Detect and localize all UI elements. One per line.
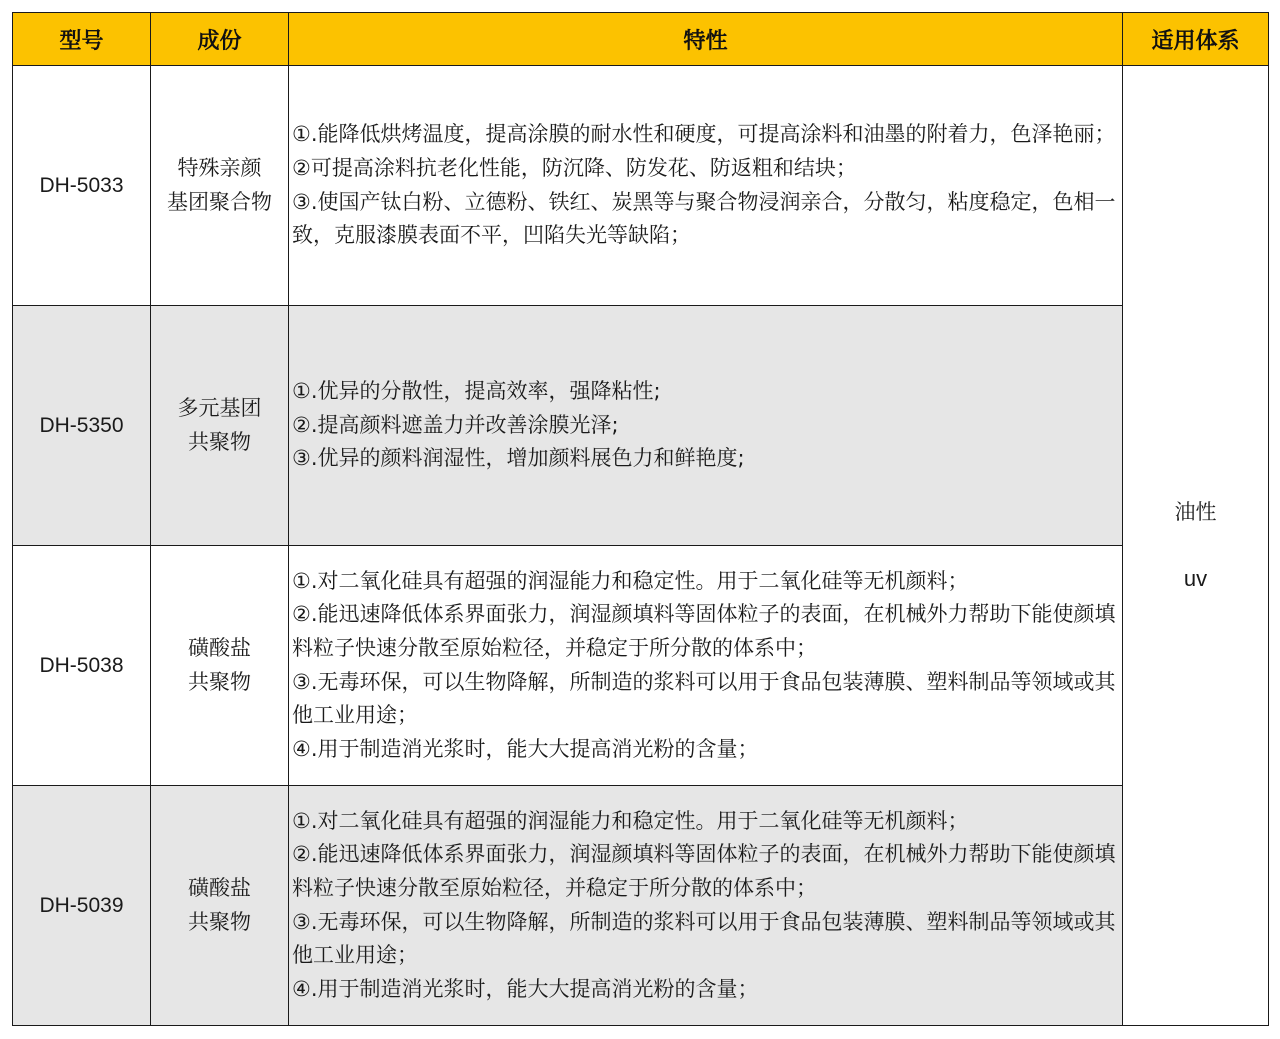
feature-item: ②.提高颜料遮盖力并改善涂膜光泽; [292,412,619,437]
composition-cell [151,66,289,306]
composition-line: 共聚物 [188,669,251,694]
header-features: 特性 [289,13,1123,66]
header-composition: 成份 [151,13,289,66]
header-system: 适用体系 [1123,13,1269,66]
system-spacer [1123,529,1268,562]
table-row [13,66,1269,306]
composition-cell [151,786,289,1026]
features-cell [289,306,1123,546]
table-header-row [13,13,1269,66]
header-model: 型号 [13,13,151,66]
feature-item: ③.无毒环保，可以生物降解，所制造的浆料可以用于食品包装薄膜、塑料制品等领域或其他工业用途； [292,909,1116,968]
model-cell: DH-5033 [13,66,151,306]
product-spec-table [12,12,1269,1026]
composition-line: 磺酸盐 [188,635,251,660]
system-cell [1123,66,1269,1026]
feature-item: ④.用于制造消光浆时，能大大提高消光粉的含量； [292,976,759,1001]
table-row [13,306,1269,546]
feature-item: ①.对二氧化硅具有超强的润湿能力和稳定性。用于二氧化硅等无机颜料； [292,568,969,593]
feature-item: ③.优异的颜料润湿性，增加颜料展色力和鲜艳度; [292,446,745,471]
feature-item: ③.无毒环保，可以生物降解，所制造的浆料可以用于食品包装薄膜、塑料制品等领域或其他工业用途； [292,669,1116,728]
composition-cell [151,546,289,786]
composition-cell [151,306,289,546]
composition-line: 共聚物 [188,909,251,934]
model-cell: DH-5038 [13,546,151,786]
feature-item: ④.用于制造消光浆时，能大大提高消光粉的含量； [292,736,759,761]
feature-item: ①.能降低烘烤温度，提高涂膜的耐水性和硬度，可提高涂料和油墨的附着力，色泽艳丽； [292,122,1116,147]
model-cell: DH-5350 [13,306,151,546]
composition-line: 特殊亲颜 [177,155,262,180]
system-uv: uv [1183,566,1208,591]
feature-item: ①.对二氧化硅具有超强的润湿能力和稳定性。用于二氧化硅等无机颜料； [292,808,969,833]
feature-item: ②.能迅速降低体系界面张力，润湿颜填料等固体粒子的表面，在机械外力帮助下能使颜填料粒子快速分散至原始粒径，并稳定于所分散的体系中； [292,602,1116,660]
system-oil: 油性 [1174,500,1217,524]
features-cell [289,66,1123,306]
model-cell: DH-5039 [13,786,151,1026]
feature-item: ②可提高涂料抗老化性能，防沉降、防发花、防返粗和结块； [292,155,857,180]
table-row [13,786,1269,1026]
feature-item: ①.优异的分散性，提高效率，强降粘性; [292,379,661,404]
features-cell [289,546,1123,786]
table-row [13,546,1269,786]
composition-line: 共聚物 [188,429,251,454]
composition-line: 磺酸盐 [188,875,251,900]
composition-line: 多元基团 [177,395,262,420]
feature-item: ②.能迅速降低体系界面张力，润湿颜填料等固体粒子的表面，在机械外力帮助下能使颜填料粒子快速分散至原始粒径，并稳定于所分散的体系中； [292,842,1116,900]
composition-line: 基团聚合物 [167,189,272,214]
feature-item: ③.使国产钛白粉、立德粉、铁红、炭黑等与聚合物浸润亲合，分散匀，粘度稳定，色相一致，克服漆膜表面不平，凹陷失光等缺陷； [292,189,1116,248]
features-cell [289,786,1123,1026]
